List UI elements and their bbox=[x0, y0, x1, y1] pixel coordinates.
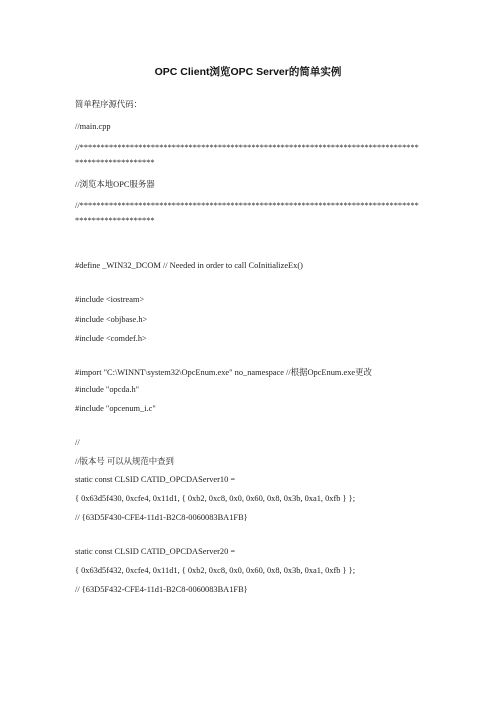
code-line-initializer: { 0x63d5f430, 0xcfe4, 0x11d1, { 0xb2, 0xc8, 0x0, 0x60, 0x8, 0x3b, 0xa1, 0xfb } }; bbox=[75, 494, 356, 503]
code-line-include: #include "opcenum_i.c" bbox=[75, 404, 156, 413]
code-line-include: #include "opcda.h" bbox=[75, 385, 140, 394]
code-line-declaration: static const CLSID CATID_OPCDAServer20 = bbox=[75, 547, 236, 556]
code-line-separator: //**************************************************************************************************** bbox=[75, 201, 419, 225]
code-line-separator: //**************************************************************************************************** bbox=[75, 143, 419, 167]
code-line-comment: // {63D5F432-CFE4-11d1-B2C8-0060083BA1FB} bbox=[75, 585, 248, 594]
code-line-define: #define _WIN32_DCOM // Needed in order to call CoInitializeEx() bbox=[75, 261, 303, 270]
code-line-declaration: static const CLSID CATID_OPCDAServer10 = bbox=[75, 475, 236, 484]
code-line-initializer: { 0x63d5f432, 0xcfe4, 0x11d1, { 0xb2, 0xc8, 0x0, 0x60, 0x8, 0x3b, 0xa1, 0xfb } }; bbox=[75, 566, 356, 575]
code-line-main: //main.cpp bbox=[75, 122, 111, 131]
code-line-include: #include <comdef.h> bbox=[75, 334, 147, 343]
code-line-comment: //浏览本地OPC服务器 bbox=[75, 180, 155, 189]
code-line-comment: // {63D5F430-CFE4-11d1-B2C8-0060083BA1FB} bbox=[75, 513, 248, 522]
code-line-import: #import "C:\WINNT\system32\OpcEnum.exe" no_namespace //根据OpcEnum.exe更改 bbox=[75, 368, 372, 377]
code-line-comment: //版本号 可以从规范中查到 bbox=[75, 457, 174, 466]
code-line-include: #include <objbase.h> bbox=[75, 315, 148, 324]
document-title: OPC Client浏览OPC Server的简单实例 bbox=[154, 66, 342, 78]
code-line-comment: // bbox=[75, 438, 80, 447]
intro-text: 简单程序源代码： bbox=[75, 100, 142, 109]
code-line-include: #include <iostream> bbox=[75, 295, 145, 304]
